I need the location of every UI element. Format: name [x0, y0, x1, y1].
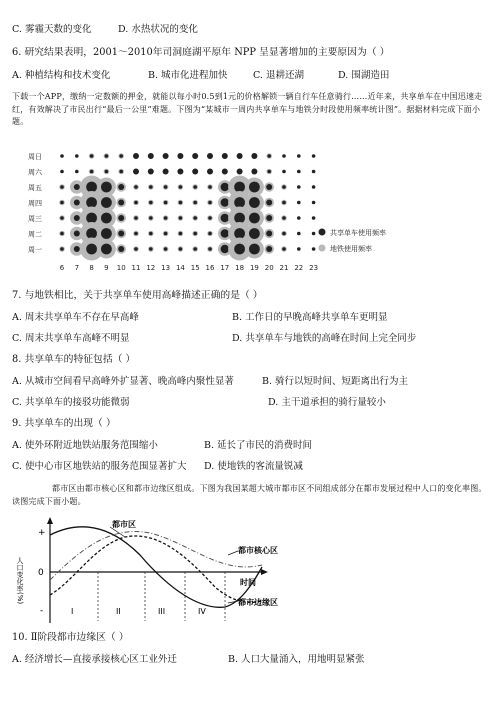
hour-label: 18: [235, 264, 245, 272]
plus-sign: +: [38, 528, 46, 538]
q10-option-a: A. 经济增长—直接承接核心区工业外迁: [12, 654, 177, 665]
option-c: C. 雾霾天数的变化: [12, 24, 92, 35]
q8-option-c: C. 共享单车的接驳功能微弱: [12, 397, 130, 408]
bike-bubble: [179, 216, 183, 220]
bike-bubble: [266, 246, 272, 252]
bike-bubble: [208, 247, 212, 251]
bike-bubble: [164, 185, 168, 189]
bike-bubble: [192, 169, 198, 175]
bike-bubble: [297, 216, 301, 220]
bike-bubble: [234, 182, 245, 193]
q6-option-a: A. 种植结构和技术变化: [12, 70, 111, 81]
legend-bike-label: 共享单车使用频率: [330, 229, 386, 237]
bike-bubble: [193, 232, 197, 236]
bike-bubble: [208, 201, 212, 205]
hour-label: 8: [89, 264, 94, 272]
bike-bubble: [234, 213, 245, 224]
day-label: 周三: [28, 215, 42, 223]
bike-bubble: [118, 215, 124, 221]
stage-1: I: [71, 607, 74, 616]
bike-bubble: [74, 246, 80, 252]
stage-3: III: [158, 607, 166, 616]
bike-bubble: [282, 154, 286, 158]
bike-bubble: [74, 215, 80, 221]
bike-bubble: [297, 201, 301, 205]
bike-bubble: [134, 247, 138, 251]
q6-option-b: B. 城市化进程加快: [148, 70, 228, 81]
day-label: 周六: [28, 168, 42, 177]
bike-bubble: [312, 247, 316, 251]
bike-bubble: [60, 154, 64, 158]
bike-bubble: [207, 153, 213, 159]
bike-bubble: [312, 154, 316, 158]
bike-bubble: [297, 247, 301, 251]
bike-bubble: [163, 169, 169, 175]
label-metro-area: 都市区: [112, 520, 136, 529]
bike-bubble: [267, 154, 271, 158]
bike-bubble: [105, 170, 109, 174]
bike-bubble: [177, 153, 183, 159]
bike-bubble: [179, 201, 183, 205]
bike-bubble: [266, 231, 272, 237]
bike-bubble: [60, 247, 64, 251]
bike-bubble: [282, 216, 286, 220]
hour-label: 13: [161, 264, 171, 272]
day-label: 周二: [28, 230, 42, 239]
question-7-stem: 7. 与地铁相比，关于共享单车使用高峰描述正确的是（ ）: [12, 290, 263, 301]
bike-bubble: [207, 169, 213, 175]
bubble-chart: [0, 140, 500, 280]
question-9-stem: 9. 共享单车的出现（ ）: [12, 418, 116, 429]
bike-bubble: [164, 232, 168, 236]
passage-metro-area: 都市区由都市核心区和都市边缘区组成。下图为我国某超大城市都市区不同组成部分在都市发展过程中人口的变化率图。读图完成下面小题。: [12, 484, 487, 506]
bike-bubble: [134, 232, 138, 236]
hour-label: 11: [131, 264, 141, 272]
bike-bubble: [208, 232, 212, 236]
bike-bubble: [179, 232, 183, 236]
bike-bubble: [208, 216, 212, 220]
bike-bubble: [119, 154, 123, 158]
q9-option-b: B. 延长了市民的消费时间: [204, 440, 313, 451]
q6-option-c: C. 退耕还湖: [253, 70, 304, 81]
bike-bubble: [74, 184, 80, 190]
label-core-area: 都市核心区: [238, 546, 278, 555]
legend-metro-label: 地铁使用频率: [330, 245, 372, 253]
hour-label: 10: [116, 264, 126, 272]
bike-bubble: [251, 153, 257, 159]
bike-bubble: [266, 215, 272, 221]
bike-bubble: [221, 245, 229, 253]
bike-bubble: [234, 228, 245, 239]
bike-bubble: [297, 232, 301, 236]
bike-bubble: [179, 185, 183, 189]
question-6-stem: 6. 研究结果表明，2001～2010年司洞庭湖平原年 NPP 呈显著增加的主要原因为（ ）: [12, 47, 390, 58]
bike-bubble: [249, 228, 260, 239]
bike-bubble: [222, 153, 228, 159]
bike-bubble: [90, 154, 94, 158]
bike-bubble: [249, 197, 260, 208]
q9-option-d: D. 使地铁的客流量锐减: [204, 461, 303, 472]
bike-bubble: [164, 201, 168, 205]
bike-bubble: [149, 201, 153, 205]
bike-bubble: [86, 244, 97, 255]
bike-bubble: [221, 183, 229, 191]
bike-bubble: [149, 185, 153, 189]
bike-bubble: [193, 201, 197, 205]
hour-label: 21: [279, 264, 289, 272]
day-label: 周四: [28, 199, 42, 208]
hour-label: 15: [190, 264, 200, 272]
bike-bubble: [297, 185, 301, 189]
hour-label: 22: [294, 264, 304, 272]
bike-bubble: [282, 185, 286, 189]
bike-bubble: [74, 231, 80, 237]
q7-option-a: A. 周末共享单车不存在早高峰: [12, 312, 139, 323]
bike-bubble: [118, 200, 124, 206]
bike-bubble: [149, 216, 153, 220]
bike-bubble: [193, 185, 197, 189]
hour-label: 12: [146, 264, 156, 272]
label-edge-area: 都市边缘区: [238, 598, 278, 607]
bike-bubble: [101, 213, 112, 224]
minus-sign: -: [40, 606, 44, 616]
bike-bubble: [249, 213, 260, 224]
bike-bubble: [221, 229, 229, 237]
q8-option-b: B. 骑行以短时间、短距离出行为主: [262, 376, 409, 387]
bike-bubble: [179, 247, 183, 251]
bike-bubble: [105, 154, 109, 158]
option-d: D. 水热状况的变化: [118, 24, 198, 35]
bike-bubble: [133, 169, 139, 175]
bike-bubble: [74, 200, 80, 206]
q7-option-d: D. 共享单车与地铁的高峰在时间上完全同步: [232, 333, 417, 344]
bike-bubble: [282, 247, 286, 251]
bike-bubble: [101, 182, 112, 193]
zero-label: 0: [38, 568, 44, 578]
hour-label: 20: [264, 264, 274, 272]
bike-bubble: [101, 244, 112, 255]
bike-bubble: [163, 153, 169, 159]
bike-bubble: [134, 185, 138, 189]
bike-bubble: [192, 153, 198, 159]
legend-metro-marker: [319, 245, 326, 252]
bike-bubble: [118, 231, 124, 237]
bike-bubble: [133, 153, 139, 159]
y-axis-label: 人口变化率(%): [16, 557, 24, 605]
bike-bubble: [60, 232, 64, 236]
bike-bubble: [60, 185, 64, 189]
bike-bubble: [90, 170, 94, 174]
bike-bubble: [282, 232, 286, 236]
day-label: 周一: [28, 246, 42, 254]
bike-bubble: [75, 170, 79, 174]
bike-bubble: [267, 170, 271, 174]
hour-label: 17: [220, 264, 230, 272]
bike-bubble: [86, 182, 97, 193]
bike-bubble: [101, 228, 112, 239]
bike-bubble: [118, 246, 124, 252]
bike-bubble: [312, 216, 316, 220]
bike-bubble: [86, 228, 97, 239]
bike-bubble: [148, 169, 154, 175]
q8-option-a: A. 从城市空间看早高峰外扩显著、晚高峰内聚性显著: [12, 376, 234, 387]
q10-option-b: B. 人口大量涌入，用地明显紧张: [228, 654, 365, 665]
passage-bike-sharing: 下载一个APP，缴纳一定数额的押金，就能以每小时0.5到1元的价格解锁一辆自行车任意骑行……近年来，共享单车在中国迅速走红，有效解决了市民出行“最后一公里”难题。下图为“某城市一周内共享单车与地铁分时段使用频率统计图”。据据材料完成下面小题。: [12, 92, 483, 126]
bike-bubble: [266, 184, 272, 190]
q9-option-a: A. 使外环附近地铁站服务范围缩小: [12, 440, 158, 451]
bike-bubble: [193, 247, 197, 251]
hour-label: 7: [74, 264, 80, 272]
bike-bubble: [282, 201, 286, 205]
bike-bubble: [297, 170, 301, 174]
hour-label: 23: [309, 264, 319, 272]
bike-bubble: [251, 169, 257, 175]
hour-label: 19: [249, 264, 259, 272]
bike-bubble: [237, 153, 243, 159]
bike-bubble: [86, 213, 97, 224]
x-axis-arrow: [261, 569, 268, 575]
bike-bubble: [266, 200, 272, 206]
population-change-chart: [0, 515, 320, 623]
bike-bubble: [312, 232, 316, 236]
bike-bubble: [101, 197, 112, 208]
bike-bubble: [249, 244, 260, 255]
question-8-stem: 8. 共享单车的特征包括（ ）: [12, 354, 136, 365]
bike-bubble: [282, 170, 286, 174]
bike-bubble: [149, 232, 153, 236]
hour-label: 9: [104, 264, 109, 272]
bike-bubble: [119, 170, 123, 174]
bike-bubble: [221, 198, 229, 206]
bike-bubble: [249, 182, 260, 193]
hour-label: 14: [175, 264, 185, 272]
hour-label: 6: [59, 264, 65, 272]
q7-option-b: B. 工作日的早晚高峰共享单车更明显: [232, 312, 388, 323]
bike-bubble: [60, 201, 64, 205]
q8-option-d: D. 主干道承担的骑行量较小: [268, 397, 386, 408]
bike-bubble: [148, 153, 154, 159]
bike-bubble: [118, 184, 124, 190]
bike-bubble: [60, 216, 64, 220]
bike-bubble: [75, 154, 79, 158]
bike-bubble: [134, 216, 138, 220]
bike-bubble: [164, 247, 168, 251]
legend-bike-marker: [319, 229, 326, 236]
bike-bubble: [193, 216, 197, 220]
bike-bubble: [234, 197, 245, 208]
bike-bubble: [60, 170, 64, 174]
bike-bubble: [312, 185, 316, 189]
q9-option-c: C. 使中心市区地铁站的服务范围显著扩大: [12, 461, 187, 472]
edge-curve: [50, 536, 262, 602]
bike-bubble: [164, 216, 168, 220]
stage-2: II: [116, 607, 121, 616]
bike-bubble: [312, 201, 316, 205]
bike-bubble: [237, 169, 243, 175]
bike-bubble: [149, 247, 153, 251]
bike-bubble: [177, 169, 183, 175]
day-label: 周日: [28, 153, 42, 161]
day-label: 周五: [28, 184, 42, 192]
q6-option-d: D. 围湖造田: [338, 70, 390, 81]
y-axis-arrow: [47, 517, 53, 524]
bike-bubble: [222, 169, 228, 175]
x-axis-label: 时间: [240, 578, 256, 587]
bike-bubble: [312, 170, 316, 174]
hour-label: 16: [205, 264, 215, 272]
bike-bubble: [86, 197, 97, 208]
bike-bubble: [234, 244, 245, 255]
bike-bubble: [208, 185, 212, 189]
q7-option-c: C. 周末共享单车高峰不明显: [12, 333, 130, 344]
core-leader: [228, 551, 238, 555]
bike-bubble: [297, 154, 301, 158]
bike-bubble: [134, 201, 138, 205]
question-10-stem: 10. Ⅱ阶段都市边缘区（ ）: [12, 632, 129, 643]
bike-bubble: [221, 214, 229, 222]
stage-4: IV: [198, 607, 206, 616]
